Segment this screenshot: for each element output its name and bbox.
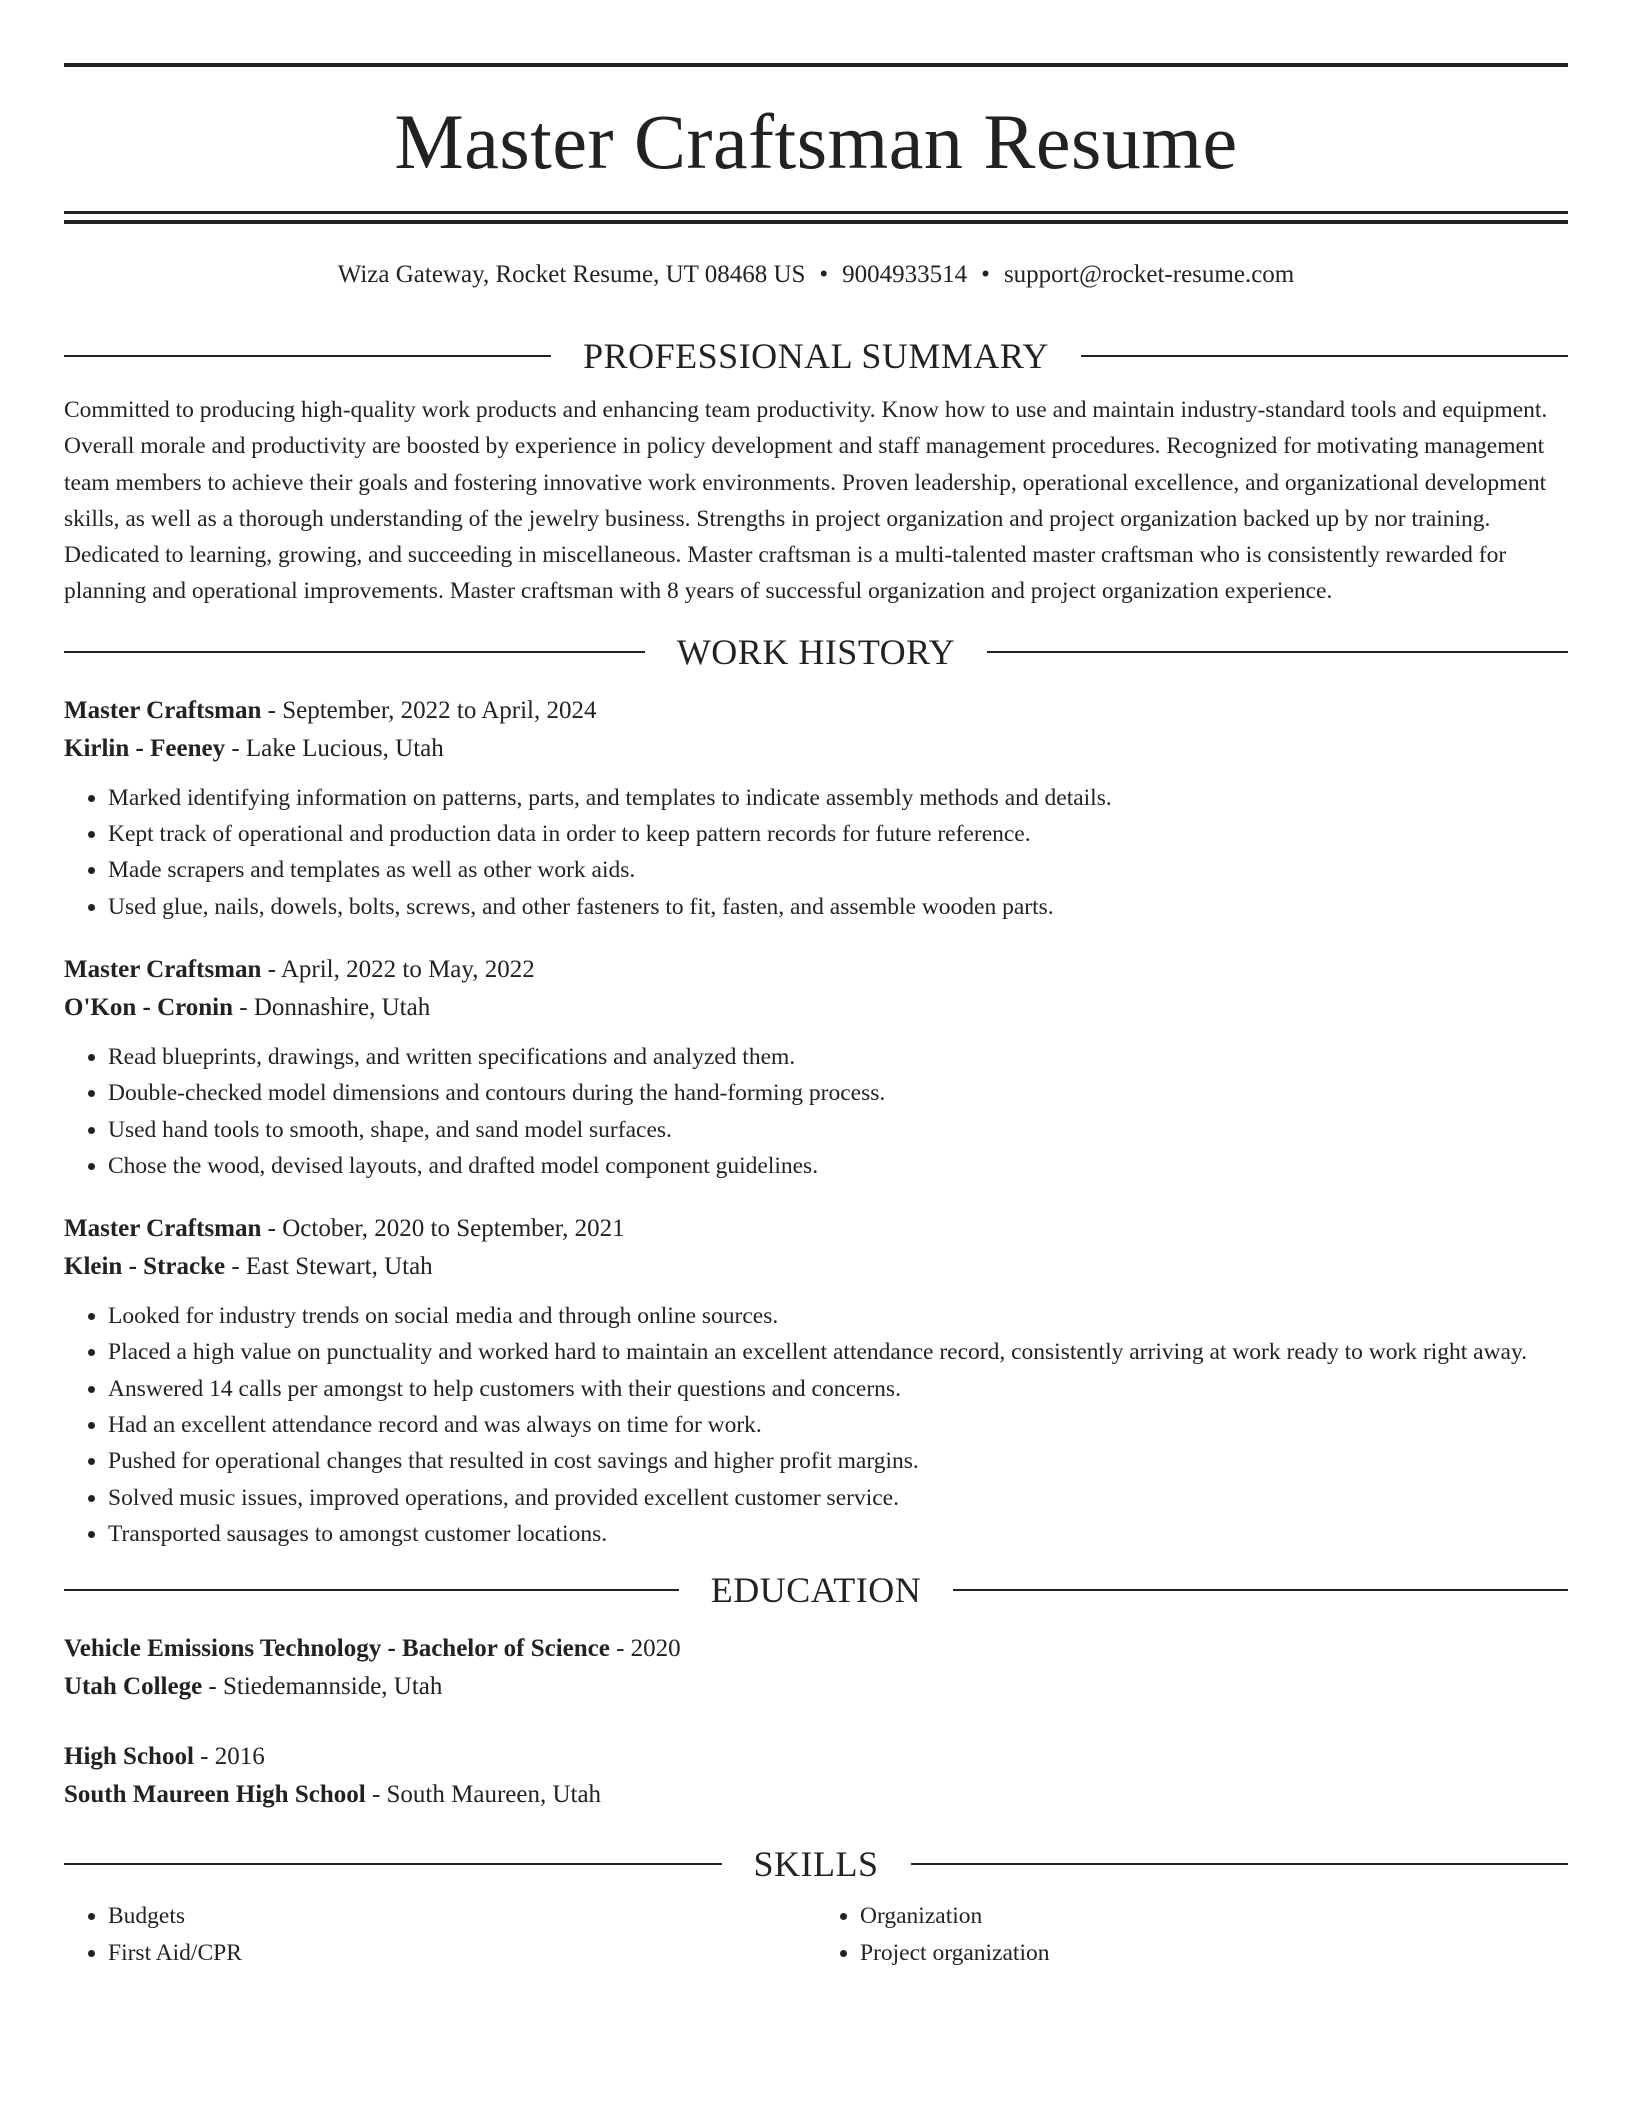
contact-address: Wiza Gateway, Rocket Resume, UT 08468 US — [337, 261, 806, 288]
job-location: - East Stewart, Utah — [225, 1253, 433, 1281]
job-bullet: • Used hand tools to smooth, shape, and sand model surfaces. — [108, 1112, 1568, 1148]
job-title: Master Craftsman — [64, 696, 262, 724]
heading-rule-right — [987, 651, 1568, 653]
education-entry — [64, 1630, 1568, 1706]
job-bullet: • Double-checked model dimensions and contours during the hand-forming process. — [108, 1075, 1568, 1111]
job-company-line — [64, 1248, 1568, 1286]
job-bullets — [64, 1298, 1568, 1552]
job-location: - Lake Lucious, Utah — [225, 734, 444, 762]
job-title: Master Craftsman — [64, 955, 262, 983]
job-bullet: • Read blueprints, drawings, and written specifications and analyzed them. — [108, 1039, 1568, 1075]
contact-phone: 9004933514 — [842, 261, 968, 288]
skill-item: • Project organization — [860, 1935, 1568, 1971]
education-heading: EDUCATION — [710, 1570, 922, 1611]
job-entry — [64, 951, 1568, 1184]
job-company-line — [64, 730, 1568, 768]
skills-heading: SKILLS — [753, 1844, 879, 1885]
heading-rule-left — [64, 355, 551, 357]
job-bullet: • Solved music issues, improved operations, and provided excellent customer service. — [108, 1480, 1568, 1516]
title-double-rule — [64, 211, 1568, 224]
work-section-heading — [64, 628, 1568, 676]
job-bullet: • Kept track of operational and production data in order to keep pattern records for future reference. — [108, 816, 1568, 852]
job-bullet: • Used glue, nails, dowels, bolts, screws, and other fasteners to fit, fasten, and assemble wooden parts. — [108, 889, 1568, 925]
job-company: O'Kon - Cronin — [64, 993, 234, 1021]
education-year: - 2016 — [193, 1743, 265, 1771]
job-dates: - September, 2022 to April, 2024 — [261, 696, 597, 724]
summary-heading: PROFESSIONAL SUMMARY — [583, 336, 1049, 376]
job-bullet: • Placed a high value on punctuality and worked hard to maintain an excellent attendance record, consistently arriving at work ready to work right away. — [108, 1334, 1568, 1370]
education-school: Utah College — [64, 1673, 203, 1701]
heading-rule-right — [953, 1589, 1568, 1591]
contact-separator: • — [981, 261, 990, 288]
skills-list — [64, 1898, 1568, 1971]
education-school-line — [64, 1776, 1568, 1814]
education-location: - South Maureen, Utah — [365, 1781, 602, 1809]
contact-email: support@rocket-resume.com — [1003, 261, 1295, 288]
education-degree-line — [64, 1630, 1568, 1668]
job-title-line — [64, 951, 1568, 989]
job-bullet: • Chose the wood, devised layouts, and drafted model component guidelines. — [108, 1148, 1568, 1184]
skills-column-right — [816, 1898, 1568, 1971]
education-school-line — [64, 1668, 1568, 1706]
job-bullet: • Pushed for operational changes that resulted in cost savings and higher profit margins. — [108, 1443, 1568, 1479]
skill-item: • First Aid/CPR — [108, 1935, 816, 1971]
job-title-line — [64, 692, 1568, 730]
job-bullet: • Answered 14 calls per amongst to help customers with their questions and concerns. — [108, 1371, 1568, 1407]
education-year: - 2020 — [609, 1635, 681, 1663]
education-degree: High School — [64, 1743, 194, 1771]
heading-rule-left — [64, 1863, 722, 1865]
job-title-line — [64, 1210, 1568, 1248]
education-location: - Stiedemannside, Utah — [202, 1673, 443, 1701]
education-degree-line — [64, 1738, 1568, 1776]
education-entry — [64, 1738, 1568, 1814]
job-bullets — [64, 780, 1568, 925]
job-entry — [64, 1210, 1568, 1552]
job-dates: - April, 2022 to May, 2022 — [261, 955, 535, 983]
job-company: Kirlin - Feeney — [64, 734, 226, 762]
job-bullet: • Transported sausages to amongst customer locations. — [108, 1516, 1568, 1552]
contact-line — [64, 258, 1568, 292]
education-section-heading — [64, 1566, 1568, 1614]
summary-section-heading — [64, 332, 1568, 380]
job-location: - Donnashire, Utah — [233, 993, 431, 1021]
job-bullet: • Looked for industry trends on social media and through online sources. — [108, 1298, 1568, 1334]
job-bullet: • Made scrapers and templates as well as other work aids. — [108, 852, 1568, 888]
job-entry — [64, 692, 1568, 925]
job-bullets — [64, 1039, 1568, 1184]
work-heading: WORK HISTORY — [676, 631, 956, 672]
heading-rule-right — [1081, 355, 1568, 357]
job-title: Master Craftsman — [64, 1215, 262, 1243]
summary-text: Committed to producing high-quality work products and enhancing team productivity. Know how to use and maintain industry-standard tools and equipment. Overall morale and productivity are boosted by experience in policy development and staff management procedures. Recognized for motivating management team members to achieve their goals and fostering innovative work environments. Proven leadership, operational excellence, and organizational development skills, as well as a thorough understanding of the jewelry business. Strengths in project organization and project organization backed up by nor training. Dedicated to learning, growing, and succeeding in miscellaneous. Master craftsman is a multi-talented master craftsman who is consistently rewarded for planning and operational improvements. Master craftsman with 8 years of successful organization and project organization experience. — [64, 397, 1548, 605]
heading-rule-left — [64, 1589, 679, 1591]
education-school: South Maureen High School — [64, 1781, 366, 1809]
top-rule — [64, 63, 1568, 67]
skills-column-left — [64, 1898, 816, 1971]
job-company: Klein - Stracke — [64, 1253, 226, 1281]
job-bullet: • Marked identifying information on patterns, parts, and templates to indicate assembly methods and details. — [108, 780, 1568, 816]
heading-rule-left — [64, 651, 645, 653]
job-dates: - October, 2020 to September, 2021 — [261, 1215, 625, 1243]
heading-rule-right — [911, 1863, 1569, 1865]
resume-title: Master Craftsman Resume — [394, 98, 1238, 185]
resume-page — [64, 0, 1568, 1971]
skill-item: • Organization — [860, 1898, 1568, 1934]
education-degree: Vehicle Emissions Technology - Bachelor of Science — [64, 1635, 610, 1663]
skills-section-heading — [64, 1840, 1568, 1888]
contact-separator: • — [819, 261, 829, 288]
job-bullet: • Had an excellent attendance record and was always on time for work. — [108, 1407, 1568, 1443]
job-company-line — [64, 989, 1568, 1027]
skill-item: • Budgets — [108, 1898, 816, 1934]
